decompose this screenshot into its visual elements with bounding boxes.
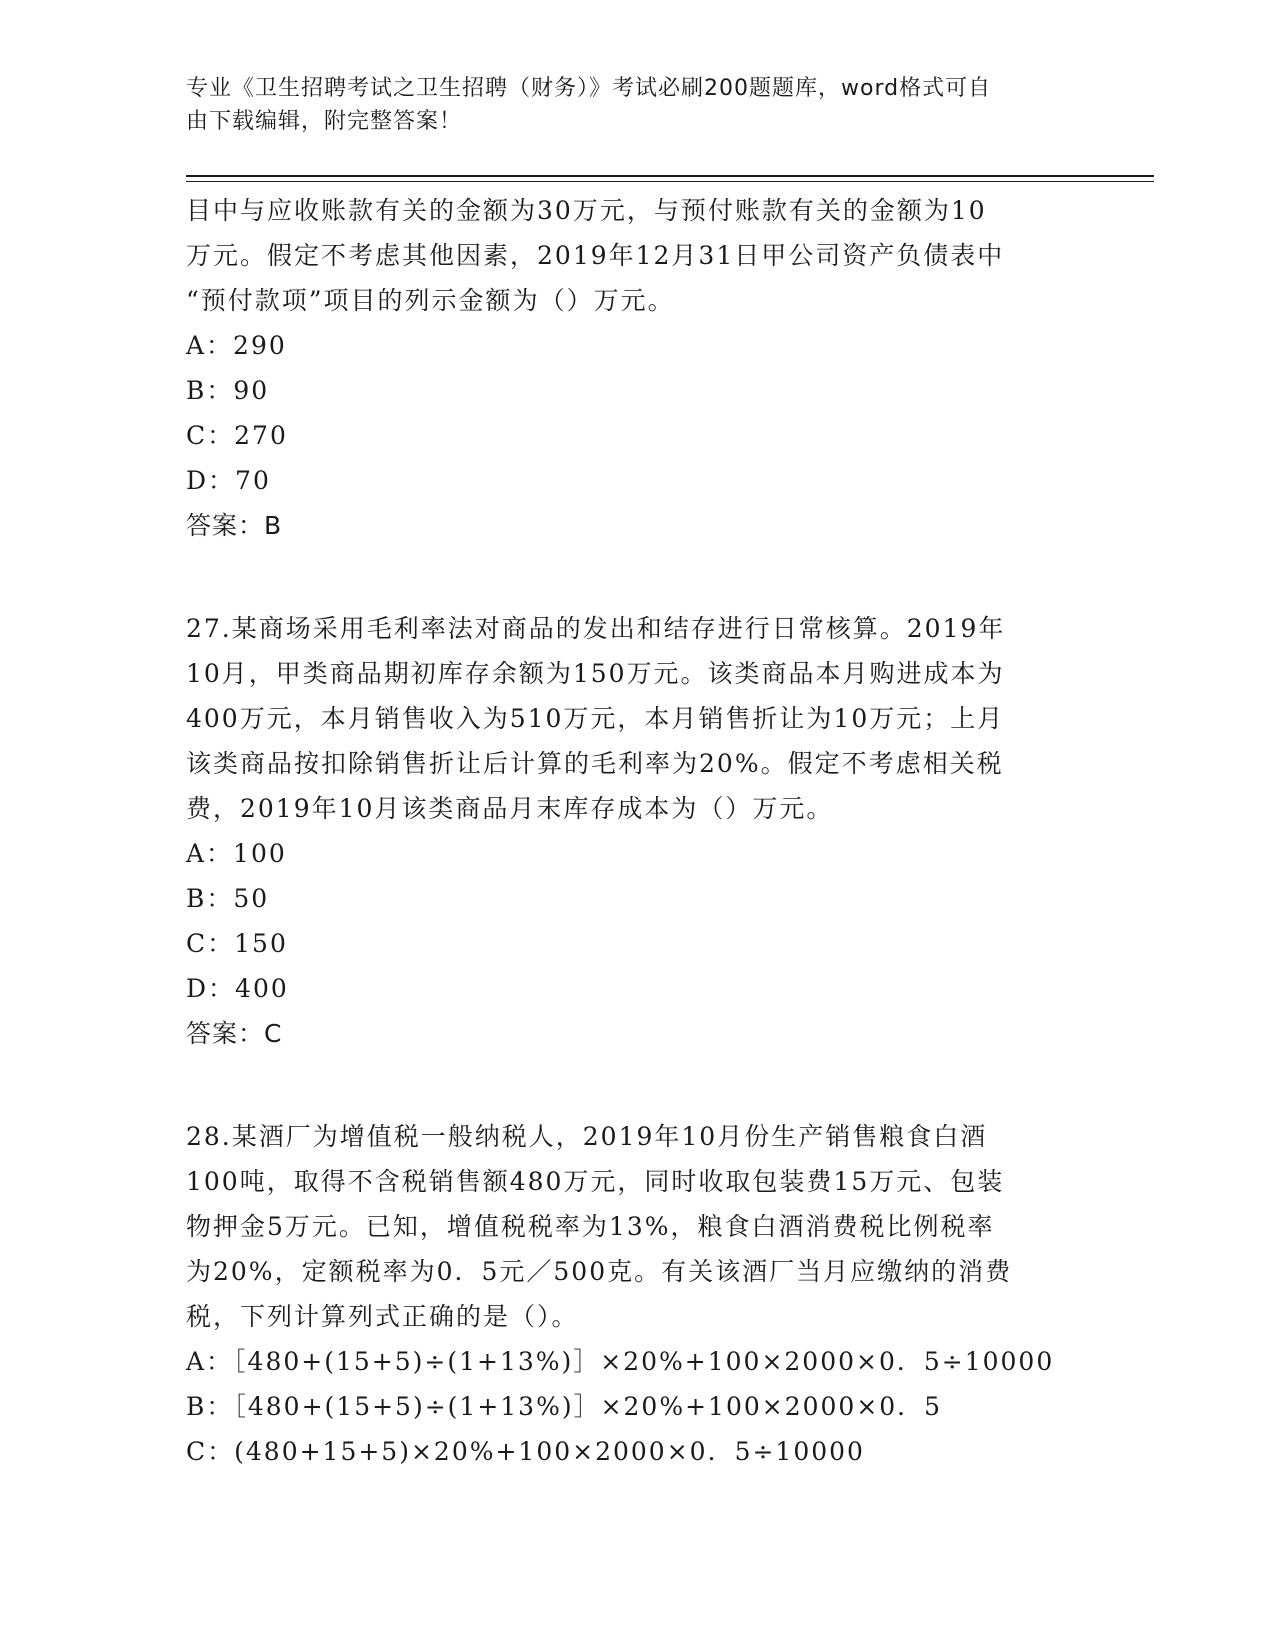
- question-stem-line: 400万元，本月销售收入为510万元，本月销售折让为10万元；上月: [186, 704, 1005, 733]
- question-26: [186, 188, 1086, 548]
- question-stem-line: 为20%，定额税率为0．5元／500克。有关该酒厂当月应缴纳的消费: [186, 1257, 1013, 1286]
- question-stem-line: “预付款项”项目的列示金额为（）万元。: [186, 286, 675, 315]
- page-header: [186, 72, 1086, 138]
- document-body: [186, 188, 1086, 1474]
- question-28: [186, 1114, 1086, 1474]
- question-27: [186, 606, 1086, 1056]
- question-stem-line: 物押金5万元。已知，增值税税率为13%，粮食白酒消费税比例税率: [186, 1212, 995, 1241]
- question-stem-line: 28.某酒厂为增值税一般纳税人，2019年10月份生产销售粮食白酒: [186, 1122, 988, 1151]
- question-spacer: [186, 548, 1086, 606]
- option-c: C：270: [186, 421, 288, 450]
- question-stem-line: 27.某商场采用毛利率法对商品的发出和结存进行日常核算。2019年: [186, 614, 1006, 643]
- question-spacer: [186, 1056, 1086, 1114]
- option-d: D：70: [186, 466, 271, 495]
- header-line-1: 专业《卫生招聘考试之卫生招聘（财务）》考试必刷200题题库，word格式可自: [186, 76, 992, 101]
- question-stem-line: 该类商品按扣除销售折让后计算的毛利率为20%。假定不考虑相关税: [186, 749, 1004, 778]
- option-c: C：150: [186, 929, 288, 958]
- answer-line: 答案：B: [186, 511, 283, 540]
- option-a: A：［480+(15+5)÷(1+13%)］×20%+100×2000×0．5÷10000: [186, 1347, 1055, 1376]
- option-c: C：(480+15+5)×20%+100×2000×0．5÷10000: [186, 1437, 865, 1466]
- question-stem-line: 100吨，取得不含税销售额480万元，同时收取包装费15万元、包装: [186, 1167, 1005, 1196]
- question-stem-line: 目中与应收账款有关的金额为30万元，与预付账款有关的金额为10: [186, 196, 987, 225]
- header-line-2: 由下载编辑，附完整答案！: [186, 109, 463, 134]
- question-stem-line: 税，下列计算列式正确的是（）。: [186, 1302, 579, 1331]
- answer-line: 答案：C: [186, 1019, 283, 1048]
- option-a: A：290: [186, 331, 287, 360]
- option-d: D：400: [186, 974, 289, 1003]
- option-b: B：［480+(15+5)÷(1+13%)］×20%+100×2000×0．5: [186, 1392, 943, 1421]
- option-b: B：50: [186, 884, 270, 913]
- question-stem-line: 费，2019年10月该类商品月末库存成本为（）万元。: [186, 794, 834, 823]
- option-a: A：100: [186, 839, 287, 868]
- question-stem-line: 万元。假定不考虑其他因素，2019年12月31日甲公司资产负债表中: [186, 241, 1005, 270]
- question-stem-line: 10月，甲类商品期初库存余额为150万元。该类商品本月购进成本为: [186, 659, 1005, 688]
- option-b: B：90: [186, 376, 270, 405]
- header-rule-thin: [186, 181, 1154, 182]
- header-rule-thick: [186, 175, 1154, 177]
